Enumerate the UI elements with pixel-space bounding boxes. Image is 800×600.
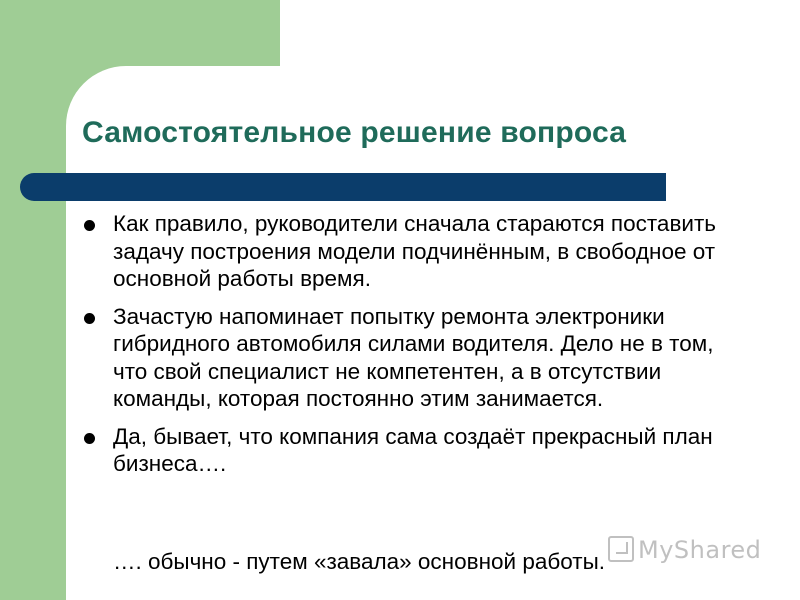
bullet-dot-icon xyxy=(84,313,95,324)
bullet-list xyxy=(82,210,722,488)
myshared-logo-icon xyxy=(608,536,634,562)
title-underline-bar xyxy=(20,173,666,201)
bullet-text: Зачастую напоминает попытку ремонта электроники гибридного автомобиля силами водителя. Дело не в том, что свой специалист не компетентен, а в отсутствии команды, которая постоянно этим занимается. xyxy=(113,303,714,411)
bullet-item xyxy=(82,303,722,413)
bullet-text: Да, бывает, что компания сама создаёт прекрасный план бизнеса…. xyxy=(113,423,713,476)
continuation-text: …. обычно - путем «завала» основной работы. xyxy=(113,549,605,574)
bullet-dot-icon xyxy=(84,220,95,231)
watermark xyxy=(608,536,761,564)
bullet-item xyxy=(82,423,722,478)
bullet-item xyxy=(82,210,722,293)
bullet-dot-icon xyxy=(84,433,95,444)
watermark-text: MyShared xyxy=(638,536,762,564)
bullet-text: Как правило, руководители сначала стараются поставить задачу построения модели подчинённым, в свободное от основной работы время. xyxy=(113,211,716,291)
slide-title: Самостоятельное решение вопроса xyxy=(82,116,627,149)
